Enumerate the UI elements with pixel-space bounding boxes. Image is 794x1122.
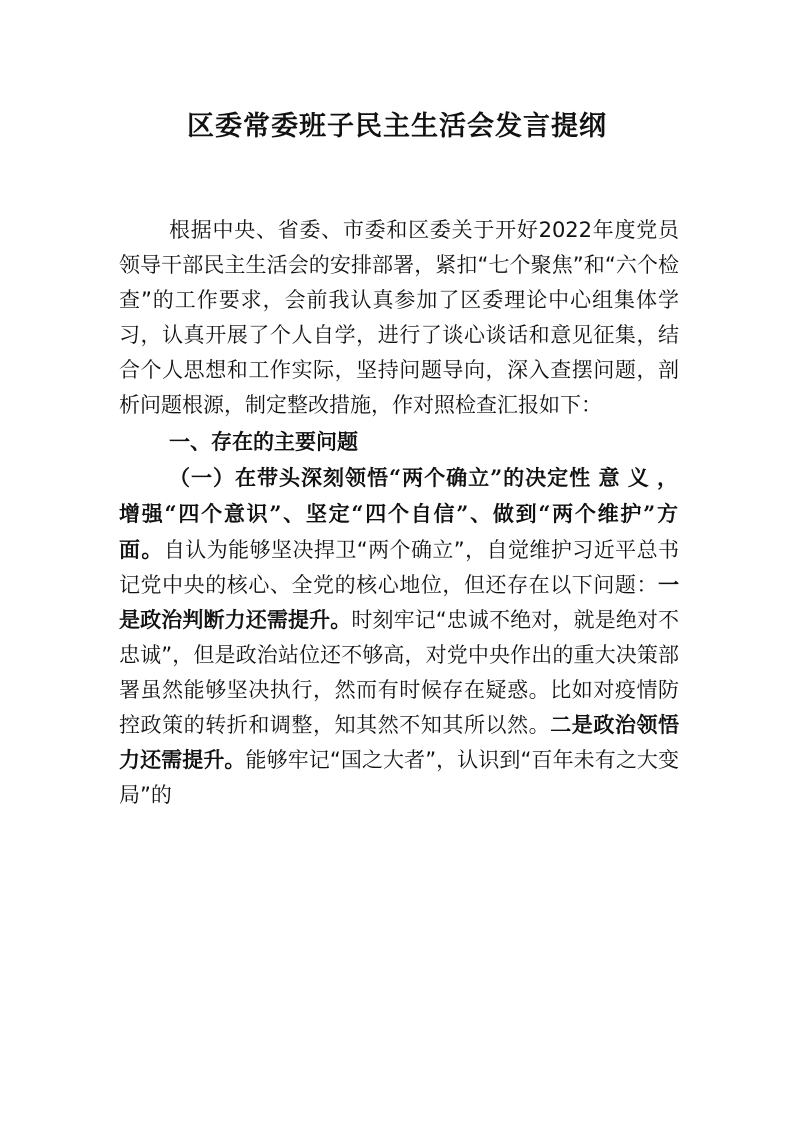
section-heading: 一、存在的主要问题 xyxy=(169,430,358,454)
body-text-c: 能够牢记“国之大者”，认识到“百年未有之大变局”的 xyxy=(119,748,680,807)
sub-section-heading-line2: 意义，增强“四个意识”、坚定“四个自信”、做 xyxy=(119,465,679,526)
sub-section-heading-line3: 到“两个维护”方面。 xyxy=(119,501,679,562)
document-body xyxy=(119,213,679,813)
sub-section-paragraph xyxy=(119,460,679,813)
sub-section-heading-line1: （一）在带头深刻领悟“两个确立”的决定性 xyxy=(169,465,592,490)
document-title: 区委常委班子民主生活会发言提纲 xyxy=(187,111,607,142)
body-text-b: 时刻牢记“忠诚不绝对，就是绝对不忠诚”，但是政治站位还不够高，对党中央作出的重大决策部署虽然能够坚决执行，然而有时候存在疑惑。比如对疫情防控政策的转折和调整，知其然不知其所以然。 xyxy=(119,608,680,737)
point-two-heading: 二是政治领悟力还需提升。 xyxy=(119,713,680,772)
intro-paragraph: 根据中央、省委、市委和区委关于开好2022年度党员领导干部民主生活会的安排部署，紧扣“七个聚焦”和“六个检查”的工作要求，会前我认真参加了区委理论中心组集体学习，认真开展了个人自学，进行了谈心谈话和意见征集，结合个人思想和工作实际，坚持问题导向，深入查摆问题，剖析问题根源，制定整改措施，作对照检查汇报如下： xyxy=(119,218,679,417)
body-text-a: 自认为能够坚决捍卫“两个确立”，自觉维护习近平总书记党中央的核心、全党的核心地位，但还存在以下问题： xyxy=(119,538,680,597)
point-one-heading: 一是政治判断力还需提升。 xyxy=(119,573,679,632)
